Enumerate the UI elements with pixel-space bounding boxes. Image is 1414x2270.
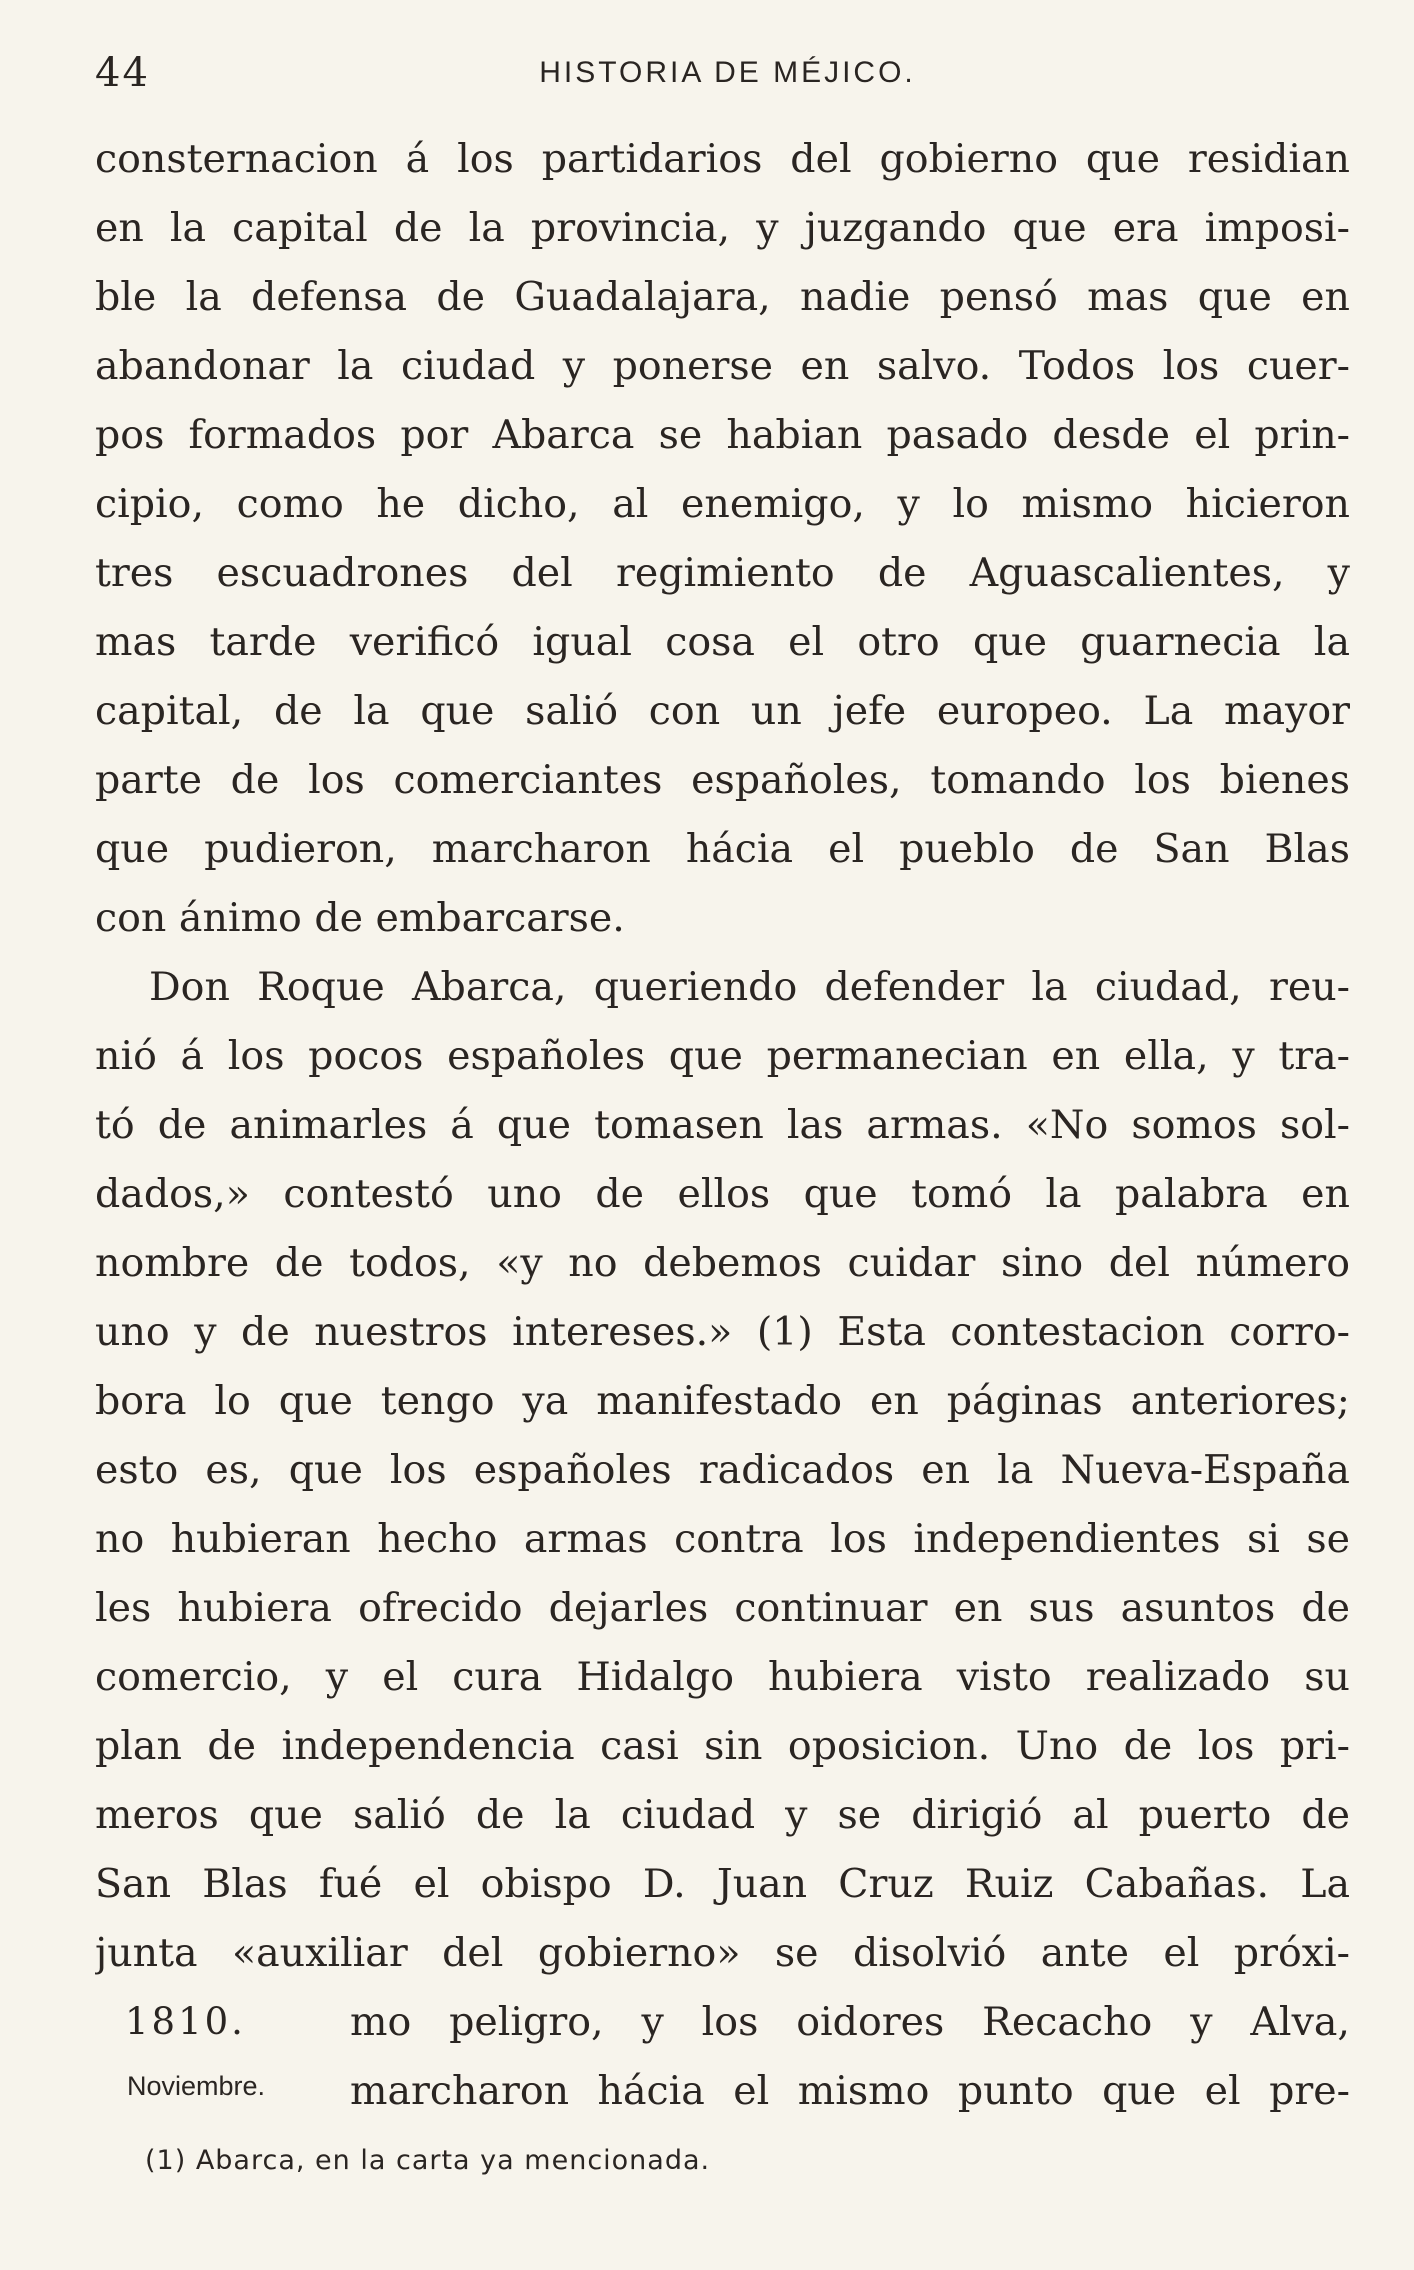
- text-line: esto es, que los españoles radicados en la Nueva-España: [95, 1447, 1350, 1493]
- text-line-beside-margin-note: marcharon hácia el mismo punto que el pre-: [350, 2068, 1350, 2114]
- text-line: en la capital de la provincia, y juzgando que era imposi-: [95, 205, 1350, 251]
- paragraph-end-line: con ánimo de embarcarse.: [95, 895, 625, 941]
- margin-month: Noviembre.: [127, 2071, 266, 2101]
- text-line: nombre de todos, «y no debemos cuidar sino del número: [95, 1240, 1350, 1286]
- text-line: capital, de la que salió con un jefe europeo. La mayor: [95, 688, 1350, 734]
- text-line: no hubieran hecho armas contra los independientes si se: [95, 1516, 1350, 1562]
- paragraph-start-line: Don Roque Abarca, queriendo defender la ciudad, reu-: [149, 964, 1350, 1010]
- text-line: comercio, y el cura Hidalgo hubiera visto realizado su: [95, 1654, 1350, 1700]
- text-line: tres escuadrones del regimiento de Aguascalientes, y: [95, 550, 1350, 596]
- margin-year: 1810.: [125, 2000, 246, 2043]
- text-line: les hubiera ofrecido dejarles continuar en sus asuntos de: [95, 1585, 1350, 1631]
- text-line: cipio, como he dicho, al enemigo, y lo mismo hicieron: [95, 481, 1350, 527]
- text-line: tó de animarles á que tomasen las armas. «No somos sol-: [95, 1102, 1350, 1148]
- text-line: pos formados por Abarca se habian pasado desde el prin-: [95, 412, 1350, 458]
- text-line: mas tarde verificó igual cosa el otro que guarnecia la: [95, 619, 1350, 665]
- text-line: plan de independencia casi sin oposicion. Uno de los pri-: [95, 1723, 1350, 1769]
- body-text: [95, 125, 1350, 2126]
- text-line: dados,» contestó uno de ellos que tomó la palabra en: [95, 1171, 1350, 1217]
- text-line: San Blas fué el obispo D. Juan Cruz Ruiz Cabañas. La: [95, 1861, 1350, 1907]
- text-line: nió á los pocos españoles que permanecian en ella, y tra-: [95, 1033, 1350, 1079]
- footnote: (1) Abarca, en la carta ya mencionada.: [145, 2145, 711, 2176]
- text-line: meros que salió de la ciudad y se dirigió al puerto de: [95, 1792, 1350, 1838]
- text-line: que pudieron, marcharon hácia el pueblo de San Blas: [95, 826, 1350, 872]
- text-line: ble la defensa de Guadalajara, nadie pensó mas que en: [95, 274, 1350, 320]
- text-line: uno y de nuestros intereses.» (1) Esta contestacion corro-: [95, 1309, 1350, 1355]
- text-line: bora lo que tengo ya manifestado en páginas anteriores;: [95, 1378, 1350, 1424]
- text-line: junta «auxiliar del gobierno» se disolvió ante el próxi-: [95, 1930, 1350, 1976]
- page-number: 44: [95, 50, 150, 96]
- text-line: consternacion á los partidarios del gobierno que residian: [95, 136, 1350, 182]
- page-header: [95, 50, 1350, 110]
- text-line: abandonar la ciudad y ponerse en salvo. Todos los cuer-: [95, 343, 1350, 389]
- text-line: parte de los comerciantes españoles, tomando los bienes: [95, 757, 1350, 803]
- running-title: HISTORIA DE MÉJICO.: [539, 56, 916, 89]
- text-line-beside-margin-note: mo peligro, y los oidores Recacho y Alva,: [350, 1999, 1350, 2045]
